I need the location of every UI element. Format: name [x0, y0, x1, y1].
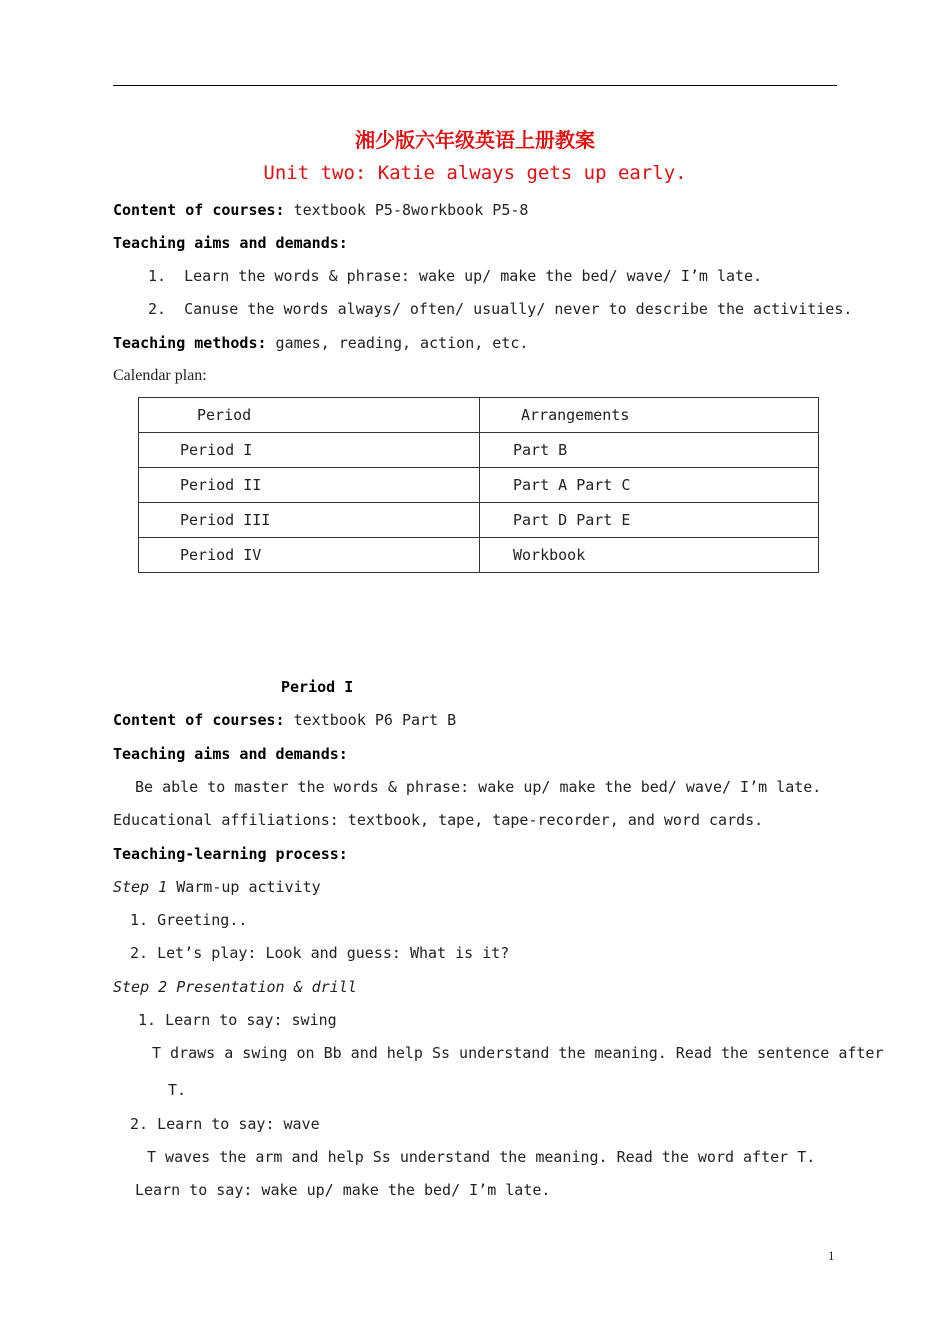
period-aims-heading: Teaching aims and demands:: [113, 745, 348, 763]
table-cell: Period I: [139, 433, 480, 468]
calendar-plan-label: Calendar plan:: [113, 367, 207, 384]
table-cell: Period II: [139, 468, 480, 503]
content-value: textbook P5-8workbook P5-8: [284, 201, 529, 219]
step-1-label: Step 1: [113, 878, 168, 896]
page-number: 1: [828, 1248, 835, 1263]
educational-affiliations: Educational affiliations: textbook, tape, tape-recorder, and word cards.: [113, 811, 764, 829]
content-label: Content of courses:: [113, 201, 285, 219]
table-header-cell: Period: [139, 398, 480, 433]
aim-item: 2. Canuse the words always/ often/ usually/ never to describe the activities.: [148, 300, 853, 318]
step-2-item: 2. Learn to say: wave: [130, 1115, 320, 1133]
calendar-table: [138, 397, 819, 573]
step-1-item: 1. Greeting..: [130, 911, 248, 929]
process-heading: Teaching-learning process:: [113, 845, 348, 863]
step-1-title: Warm-up activity: [167, 878, 321, 896]
aim-item: 1. Learn the words & phrase: wake up/ make the bed/ wave/ I’m late.: [148, 267, 763, 285]
period-aims-text: Be able to master the words & phrase: wake up/ make the bed/ wave/ I’m late.: [135, 778, 822, 796]
step-2-item-desc: T waves the arm and help Ss understand the meaning. Read the word after T.: [147, 1148, 816, 1166]
table-row: [139, 433, 819, 468]
methods-label: Teaching methods:: [113, 334, 267, 352]
step-2-item: 1. Learn to say: swing: [138, 1011, 337, 1029]
header-rule: [113, 85, 837, 86]
step-1: [113, 877, 321, 897]
table-row: [139, 538, 819, 573]
table-header-cell: Arrangements: [480, 398, 819, 433]
table-cell: Part B: [480, 433, 819, 468]
table-header-row: [139, 398, 819, 433]
step-2-label: Step 2 Presentation & drill: [113, 978, 357, 996]
table-cell: Period III: [139, 503, 480, 538]
period-heading: Period I: [281, 678, 354, 696]
period-content: [113, 710, 456, 730]
document-title-chinese: 湘少版六年级英语上册教案: [355, 128, 595, 152]
period-content-value: textbook P6 Part B: [284, 711, 457, 729]
methods-value: games, reading, action, etc.: [266, 334, 529, 352]
table-cell: Workbook: [480, 538, 819, 573]
table-cell: Part D Part E: [480, 503, 819, 538]
step-2-item-desc: T.: [168, 1081, 187, 1099]
period-content-label: Content of courses:: [113, 711, 285, 729]
aims-heading: Teaching aims and demands:: [113, 234, 348, 252]
table-row: [139, 468, 819, 503]
step-2-item-desc: T draws a swing on Bb and help Ss understand the meaning. Read the sentence after: [152, 1044, 884, 1062]
table-row: [139, 503, 819, 538]
step-2-item: Learn to say: wake up/ make the bed/ I’m late.: [135, 1181, 551, 1199]
teaching-methods: [113, 333, 528, 353]
table-cell: Part A Part C: [480, 468, 819, 503]
document-title-english: Unit two: Katie always gets up early.: [263, 162, 687, 184]
table-cell: Period IV: [139, 538, 480, 573]
content-of-courses: [113, 200, 528, 220]
step-1-item: 2. Let’s play: Look and guess: What is it?: [130, 944, 510, 962]
